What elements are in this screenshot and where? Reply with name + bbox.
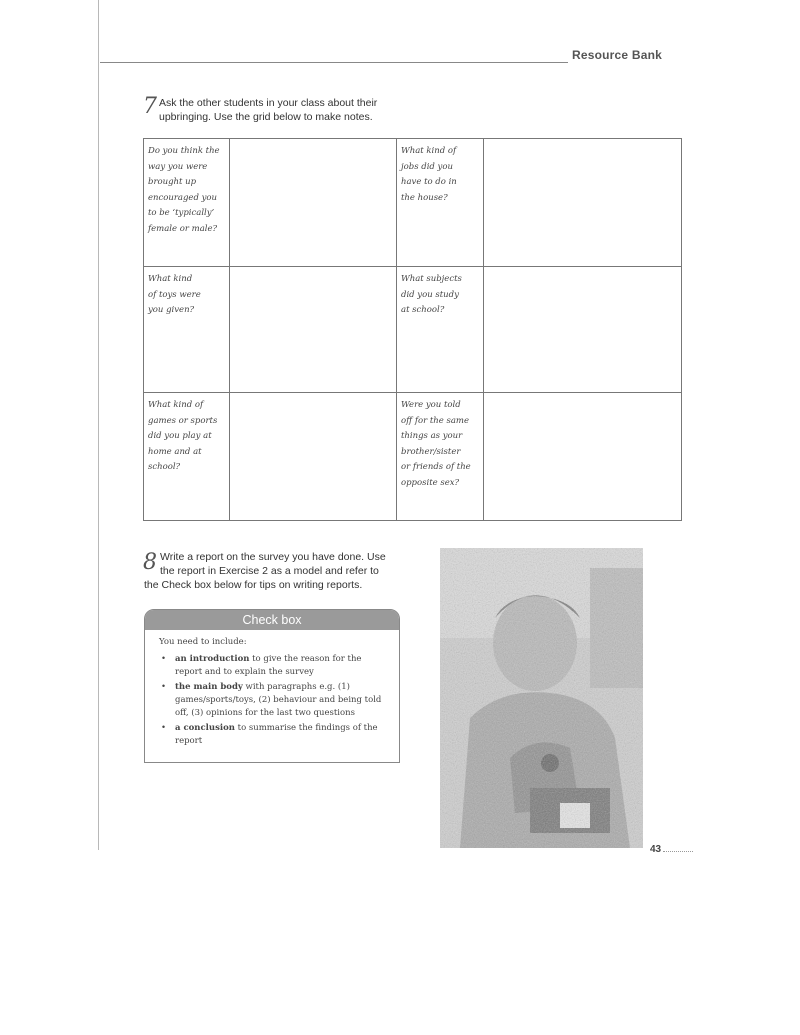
check-box-intro: You need to include: <box>159 637 247 647</box>
bullet-icon: • <box>161 723 167 733</box>
header-rule <box>100 62 568 63</box>
item-text: with paragraphs e.g. (1) games/sports/toys, (2) behaviour and being told off, (3) opinions for the last two questions <box>175 682 382 718</box>
question-subjects <box>401 272 479 319</box>
question-line: What kind of <box>401 146 457 156</box>
page-number: 43 <box>650 844 662 855</box>
question-toys <box>148 272 225 319</box>
question-line: way you were <box>148 161 208 172</box>
question-line: Do you think the <box>148 146 220 156</box>
answer-cell[interactable] <box>230 393 397 521</box>
question-cell <box>397 393 484 521</box>
exercise-8-line-2: the report in Exercise 2 as a model and refer to <box>160 565 379 577</box>
question-line: at school? <box>401 305 445 315</box>
question-line: the house? <box>401 192 448 203</box>
answer-cell[interactable] <box>230 267 397 393</box>
list-item <box>159 722 389 748</box>
question-line: of toys were <box>148 289 201 300</box>
question-upbringing <box>148 144 225 237</box>
exercise-7-number: 7 <box>143 94 157 119</box>
grid-row <box>144 139 682 267</box>
exercise-7-line-1: Ask the other students in your class about their <box>159 97 378 109</box>
exercise-8-line-1: Write a report on the survey you have done. Use <box>160 551 386 563</box>
question-line: What kind <box>148 274 193 284</box>
exercise-8-line-3: the Check box below for tips on writing reports. <box>144 579 363 591</box>
grid-row <box>144 267 682 393</box>
question-cell <box>144 393 230 521</box>
item-heading: an introduction <box>175 654 250 664</box>
check-box <box>144 609 400 763</box>
bullet-icon: • <box>161 654 167 664</box>
question-line: What subjects <box>401 274 462 284</box>
check-box-list <box>159 653 389 748</box>
exercise-8-number: 8 <box>143 550 157 575</box>
question-line: What kind of <box>148 400 204 410</box>
question-told-off <box>401 398 479 491</box>
page-margin-line <box>98 0 99 850</box>
question-line: things as your <box>401 431 463 441</box>
question-line: you given? <box>148 305 195 315</box>
check-box-body <box>145 630 399 748</box>
answer-cell[interactable] <box>230 139 397 267</box>
exercise-8-instruction <box>144 550 434 592</box>
exercise-7-line-2: upbringing. Use the grid below to make notes. <box>159 111 373 123</box>
item-heading: a conclusion <box>175 723 235 733</box>
question-line: jobs did you <box>401 161 453 172</box>
check-box-title: Check box <box>145 610 399 630</box>
question-line: brother/sister <box>401 446 461 457</box>
answer-cell[interactable] <box>484 393 682 521</box>
bullet-icon: • <box>161 682 167 692</box>
list-item <box>159 653 389 679</box>
answer-cell[interactable] <box>484 267 682 393</box>
question-line: home and at <box>148 446 202 457</box>
list-item <box>159 681 389 720</box>
question-line: have to do in <box>401 177 457 187</box>
exercise-7-instruction <box>159 96 377 124</box>
answer-cell[interactable] <box>484 139 682 267</box>
question-line: or friends of the <box>401 462 471 472</box>
question-cell <box>397 267 484 393</box>
question-line: encouraged you <box>148 192 217 203</box>
question-line: to be ‘typically’ <box>148 208 215 218</box>
photo-boy-building-toy <box>440 548 643 848</box>
item-heading: the main body <box>175 682 243 692</box>
page-number-rule <box>663 851 693 852</box>
question-cell <box>397 139 484 267</box>
item-text: to summarise the findings of the report <box>175 723 378 746</box>
grid-row <box>144 393 682 521</box>
question-line: off for the same <box>401 415 470 426</box>
question-cell <box>144 267 230 393</box>
question-line: did you study <box>401 289 459 300</box>
question-line: games or sports <box>148 415 218 426</box>
question-games-sports <box>148 398 225 476</box>
question-cell <box>144 139 230 267</box>
item-text: to give the reason for the report and to explain the survey <box>175 654 362 677</box>
question-line: female or male? <box>148 223 218 234</box>
question-line: did you play at <box>148 431 212 441</box>
question-line: Were you told <box>401 400 461 410</box>
question-line: opposite sex? <box>401 477 460 488</box>
section-label: Resource Bank <box>572 48 662 62</box>
notes-grid <box>143 138 682 521</box>
question-line: school? <box>148 462 181 472</box>
question-line: brought up <box>148 177 197 187</box>
question-house-jobs <box>401 144 479 206</box>
